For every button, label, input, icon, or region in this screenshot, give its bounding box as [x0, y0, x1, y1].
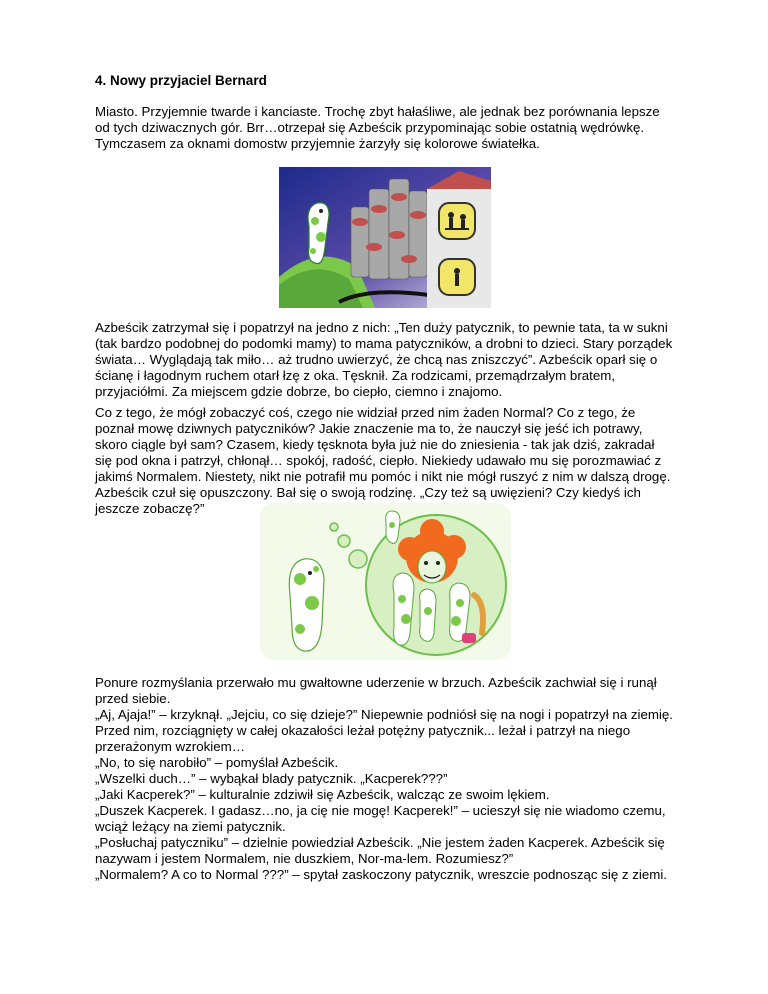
dialogue-line: „Jaki Kacperek?” – kulturalnie zdziwił się Azbeścik, walcząc ze swoim lękiem.	[95, 787, 550, 802]
dialogue-section	[95, 675, 673, 883]
chapter-heading: 4. Nowy przyjaciel Bernard	[95, 73, 267, 88]
paragraph-window	[95, 320, 673, 400]
dialogue-line: „Posłuchaj patyczniku” – dzielnie powiedział Azbeścik. „Nie jestem żaden Kacperek. Azbeścik się nazywam i jestem Normalem, nie duszkiem, Nor-ma-lem. Rozumiesz?”	[95, 835, 665, 866]
dialogue-line: Ponure rozmyślania przerwało mu gwałtowne uderzenie w brzuch. Azbeścik zachwiał się i runął przed siebie.	[95, 675, 657, 706]
paragraph-lonely	[95, 405, 673, 517]
paragraph-text: Miasto. Przyjemnie twarde i kanciaste. Trochę zbyt hałaśliwe, ale jednak bez porównania lepsze od tych dziwacznych gór. Brr…otrzepał się Azbeścik przypominając sobie ostatnią wędrówkę. Tymczasem za oknami domostw przyjemnie żarzyły się kolorowe światełka.	[95, 104, 660, 151]
dialogue-line: „Wszelki duch…” – wybąkał blady patycznik. „Kacperek???”	[95, 771, 448, 786]
paragraph-text: Azbeścik zatrzymał się i popatrzył na jedno z nich: „Ten duży patycznik, to pewnie tata, ta w sukni (tak bardzo podobnej do podomki mamy) to mama patyczników, a drobni to dzieci. Stary porządek świata… Wyglądają tak miło… aż trudno uwierzyć, że chcą nas zniszczyć”. Azbeścik oparł się o ścianę i łagodnym ruchem otarł łzę z oka. Tęsknił. Za rodzicami, przemądrzałym bratem, przyjaciółmi. Za miejscem gdzie dobrze, bo ciepło, ciemno i znajomo.	[95, 320, 673, 399]
paragraph-text: Co z tego, że mógł zobaczyć coś, czego nie widział przed nim żaden Normal? Co z tego, że poznał mowę dziwnych patyczników? Jakie znaczenie ma to, że nauczył się jeść ich potrawy, skoro ciągle był sam? Czasem, kiedy tęsknota była już nie do zniesienia - tak jak dziś, zakradał się pod okna i patrzył, chłonął… spokój, radość, ciepło. Niekiedy udawało mu się porozmawiać z jakimś Normalem. Niestety, nikt nie potrafił mu pomóc i nikt nie mógł ruszyć z nim w dalszą drogę. Azbeścik czuł się opuszczony. Bał się o swoją rodzinę. „Czy też są uwięzieni? Czy kiedyś ich jeszcze zobaczę?”	[95, 405, 671, 516]
dialogue-line: „Duszek Kacperek. I gadasz…no, ja cię nie mogę! Kacperek!” – ucieszył się nie wiadomo czemu, wciąż leżący na ziemi patycznik.	[95, 803, 666, 834]
paragraph-city	[95, 104, 673, 152]
dialogue-line: „No, to się narobiło” – pomyślał Azbeścik.	[95, 755, 339, 770]
dialogue-line: „Aj, Ajaja!” – krzyknął. „Jejciu, co się dzieje?” Niepewnie podniósł się na nogi i popatrzył na ziemię. Przed nim, rozciągnięty w całej okazałości leżał potężny patycznik... leżał i patrzył na niego przerażonym wzrokiem…	[95, 707, 673, 754]
dialogue-line: „Normalem? A co to Normal ???” – spytał zaskoczony patycznik, wreszcie podnosząc się z ziemi.	[95, 867, 667, 882]
city-illustration	[279, 167, 491, 308]
thought-bubble-illustration	[260, 503, 511, 660]
